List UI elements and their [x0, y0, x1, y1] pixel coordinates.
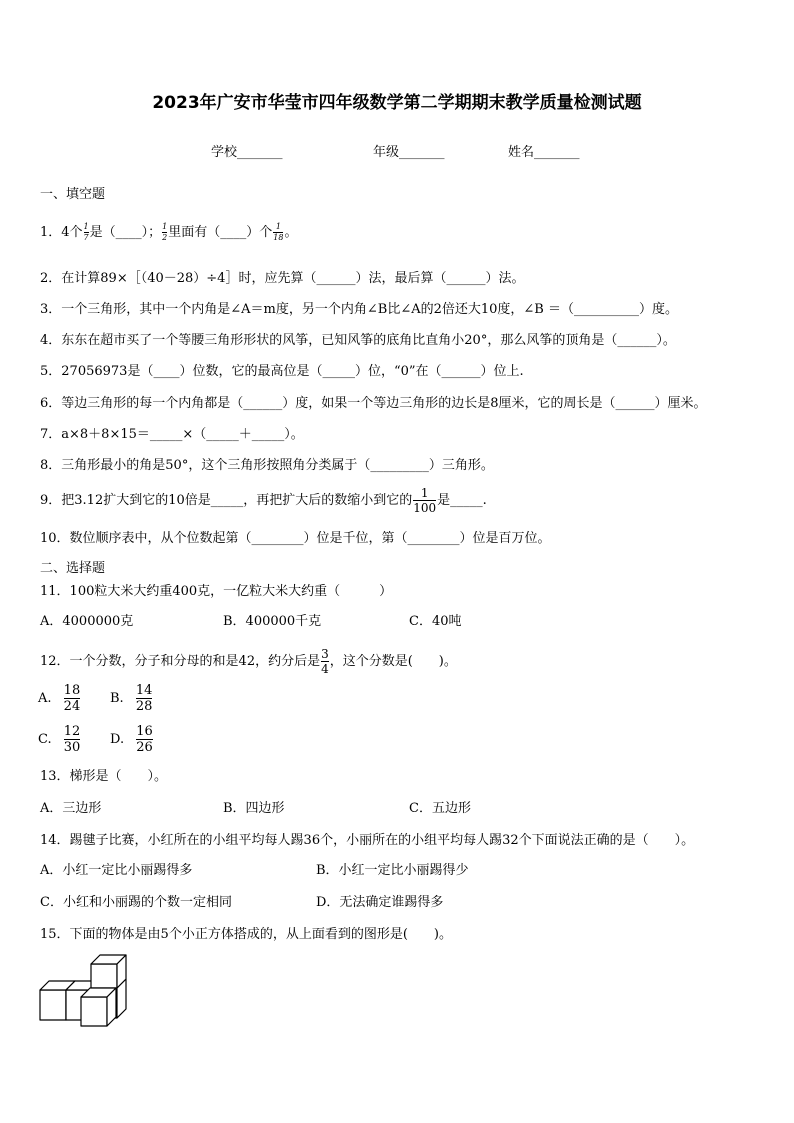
- school-label: 学校: [211, 145, 238, 160]
- q12-f-num: 3: [321, 647, 329, 661]
- q9-text-b: 是_____.: [437, 493, 487, 508]
- cubes-figure: [38, 954, 130, 1028]
- question-14: 14．踢毽子比赛，小红所在的小组平均每人踢36个，小丽所在的小组平均每人踢32个下面说法正确的是（ ）。: [40, 833, 695, 848]
- q12-option-a: [38, 684, 81, 713]
- q12-option-b-fraction: [136, 684, 153, 713]
- section-choice-heading: 二、选择题: [40, 561, 106, 576]
- q9-text-a: 9．把3.12扩大到它的10倍是_____，再把扩大后的数缩小到它的: [40, 493, 413, 508]
- q11-option-b: B．400000千克: [223, 614, 322, 629]
- q14-option-a: A．小红一定比小丽踢得多: [40, 863, 193, 878]
- q14-option-c: C．小红和小丽踢的个数一定相同: [40, 895, 232, 910]
- question-13: 13．梯形是（ ）。: [40, 769, 168, 784]
- question-12: [40, 648, 457, 675]
- q1-fraction-2: [162, 223, 167, 242]
- q12-option-a-num: 18: [63, 683, 81, 698]
- grade-label: 年级: [373, 145, 400, 160]
- q12-option-b: [110, 684, 153, 713]
- q13-option-a: A．三边形: [40, 801, 102, 816]
- q12-option-d-num: 16: [136, 724, 153, 739]
- q1-text-d: 。: [284, 225, 298, 240]
- name-blank: _______: [534, 145, 580, 160]
- question-11: 11．100粒大米大约重400克，一亿粒大米大约重（ ）: [40, 584, 393, 599]
- q1-fraction-1: [84, 223, 89, 242]
- name-field: [508, 141, 580, 160]
- q12-text-b: ，这个分数是( )。: [329, 654, 457, 669]
- q1-f2-num: 1: [162, 222, 168, 231]
- q12-option-c-label: C.: [38, 732, 52, 747]
- q12-option-c-den: 30: [63, 740, 81, 755]
- q14-option-d: D．无法确定谁踢得多: [316, 895, 444, 910]
- q12-option-c-fraction: [64, 725, 81, 754]
- q12-option-d-den: 26: [136, 740, 153, 755]
- cube-front: [81, 988, 116, 1026]
- section-fill-heading: 一、填空题: [40, 187, 106, 202]
- q1-f1-num: 1: [83, 222, 89, 231]
- name-label: 姓名: [508, 145, 535, 160]
- question-15: 15．下面的物体是由5个小正方体搭成的，从上面看到的图形是( )。: [40, 927, 452, 942]
- q13-option-c: C．五边形: [409, 801, 471, 816]
- q12-text-a: 12．一个分数，分子和分母的和是42，约分后是: [40, 654, 321, 669]
- q12-option-b-num: 14: [135, 683, 153, 698]
- grade-blank: _______: [399, 145, 445, 160]
- page-title: 2023年广安市华莹市四年级数学第二学期期末教学质量检测试题: [152, 93, 642, 113]
- question-5: 5．27056973是（____）位数，它的最高位是（_____）位，“0”在（______）位上.: [40, 364, 524, 379]
- cube-top: [91, 955, 126, 988]
- q14-option-b: B．小红一定比小丽踢得少: [316, 863, 469, 878]
- grade-field: [373, 141, 445, 160]
- q1-text-b: 是（____）；: [89, 225, 162, 240]
- question-10: 10．数位顺序表中，从个位数起第（________）位是千位，第（________）位是百万位。: [40, 531, 551, 546]
- question-3: 3．一个三角形，其中一个内角是∠A＝m度，另一个内角∠B比∠A的2倍还大10度，∠B ＝（__________）度。: [40, 302, 678, 317]
- question-9: [40, 487, 487, 514]
- q12-f-den: 4: [321, 662, 329, 676]
- q12-option-a-label: A.: [38, 691, 52, 706]
- q12-option-c-num: 12: [63, 724, 81, 739]
- q9-f-num: 1: [420, 486, 429, 500]
- q1-fraction-3: [273, 223, 283, 242]
- q12-option-a-den: 24: [63, 699, 81, 714]
- q12-option-d: [110, 725, 154, 754]
- q1-text-a: 1．4个: [40, 225, 83, 240]
- q12-option-a-fraction: [64, 684, 81, 713]
- q12-fraction: [321, 648, 329, 675]
- q12-option-d-fraction: [136, 725, 153, 754]
- q12-option-b-den: 28: [135, 699, 153, 714]
- q11-option-c: C．40吨: [409, 614, 462, 629]
- q1-f3-den: 18: [273, 233, 284, 242]
- question-7: 7．a×8＋8×15＝_____×（_____＋_____）。: [40, 427, 304, 442]
- q1-f1-den: 7: [83, 233, 89, 242]
- q9-fraction: [413, 487, 436, 514]
- q1-text-c: 里面有（____）个: [168, 225, 273, 240]
- q1-f3-num: 1: [275, 222, 281, 231]
- school-field: [211, 141, 283, 160]
- q12-option-d-label: D.: [110, 732, 125, 747]
- school-blank: _______: [237, 145, 283, 160]
- q12-option-c: [38, 725, 81, 754]
- question-8: 8．三角形最小的角是50°，这个三角形按照角分类属于（_________）三角形。: [40, 458, 494, 473]
- q1-f2-den: 2: [162, 233, 168, 242]
- question-2: 2．在计算89×［（40－28）÷4］时，应先算（______）法，最后算（______）法。: [40, 271, 525, 286]
- question-4: 4．东东在超市买了一个等腰三角形形状的风筝，已知风筝的底角比直角小20°，那么风筝的顶角是（______）。: [40, 333, 676, 348]
- q13-option-b: B．四边形: [223, 801, 285, 816]
- q11-option-a: A．4000000克: [40, 614, 134, 629]
- q9-f-den: 100: [413, 501, 437, 515]
- question-1: [40, 223, 297, 242]
- question-6: 6．等边三角形的每一个内角都是（______）度，如果一个等边三角形的边长是8厘米，它的周长是（______）厘米。: [40, 396, 707, 411]
- q12-option-b-label: B.: [110, 691, 124, 706]
